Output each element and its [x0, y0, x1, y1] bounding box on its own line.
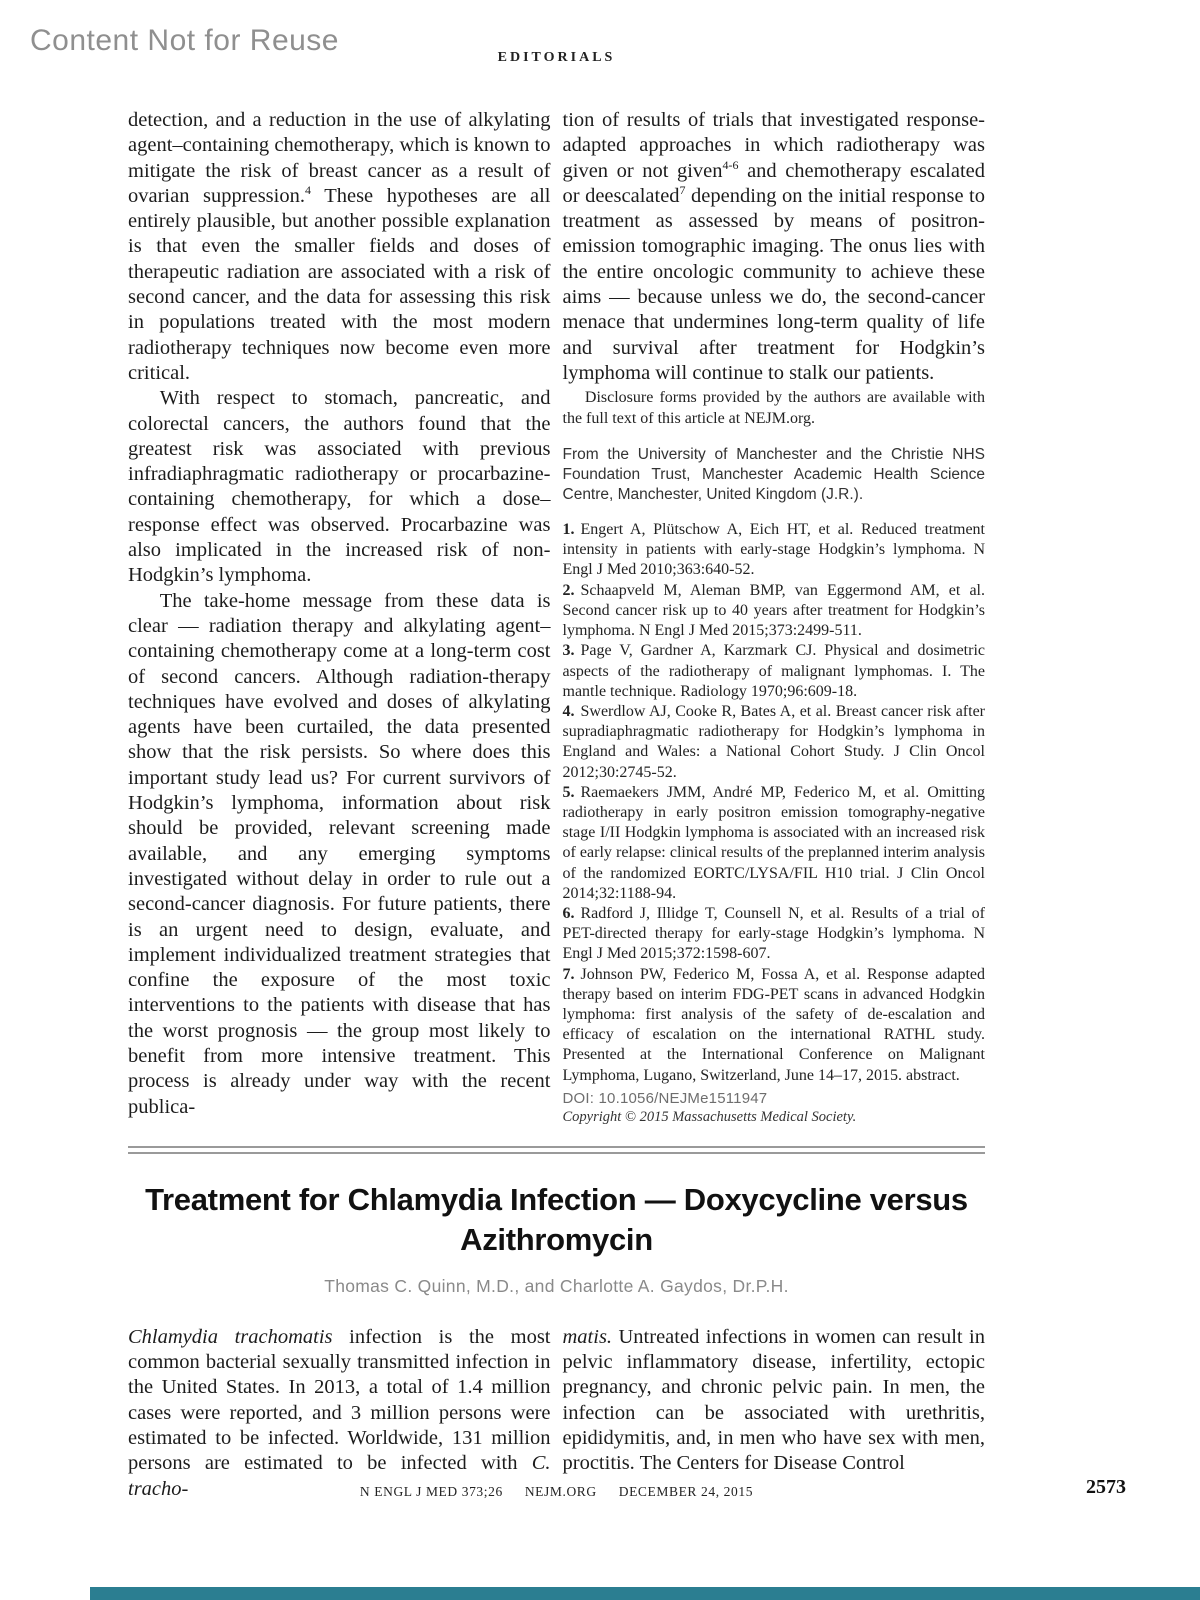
reference-number: 6.: [562, 904, 575, 922]
reference-item: [563, 783, 986, 904]
article2-paragraph: [128, 1325, 551, 1502]
page-content: [128, 108, 985, 1502]
editorial-columns: [128, 108, 985, 1126]
paragraph-text: tion of results of trials that investigated response-adapted approaches in which radiotherapy was given or not given: [562, 109, 985, 182]
copyright-line: Copyright © 2015 Massachusetts Medical Society.: [562, 1108, 857, 1125]
paragraph-text: These hypotheses are all entirely plausible, but another possible explanation is that even the smaller fields and doses of therapeutic radiation are associated with a risk of second cancer, and the data for assessing this risk in populations treated with the most modern radiotherapy techniques now become even more critical.: [128, 184, 551, 384]
reference-item: [563, 641, 986, 702]
reference-text: Page V, Gardner A, Karzmark CJ. Physical and dosimetric aspects of the radiotherapy of malignant lymphomas. I. The mantle technique. Radiology 1970;96:609-18.: [562, 642, 985, 700]
reference-item: [563, 581, 986, 642]
article2-paragraph: [563, 1325, 986, 1477]
reference-number: 7.: [562, 965, 575, 983]
reference-text: Raemaekers JMM, André MP, Federico M, et al. Omitting radiotherapy in early positron emission tomography-negative stage I/II Hodgkin lymphoma is associated with an increased risk of early relapse: clinical results of the preplanned interim analysis of the randomized EORTC/LYSA/FIL H10 trial. J Clin Oncol 2014;32:1188-94.: [562, 783, 985, 902]
footer-journal-info: [128, 1484, 985, 1500]
reference-superscript: 4: [304, 183, 311, 198]
watermark-content-not-for-reuse: Content Not for Reuse: [30, 24, 339, 57]
article-byline: Thomas C. Quinn, M.D., and Charlotte A. Gaydos, Dr.P.H.: [324, 1275, 789, 1296]
reference-superscript: 7: [679, 183, 686, 198]
reference-text: Johnson PW, Federico M, Fossa A, et al. Response adapted therapy based on interim FDG-PET scans in advanced Hodgkin lymphoma: first analysis of the safety of de-escalation and efficacy of escalation on the international RATHL study. Presented at the International Conference on Malignant Lymphoma, Lugano, Switzerland, June 14–17, 2015. abstract.: [562, 965, 985, 1084]
paragraph-text: infection is the most common bacterial sexually transmitted infection in the United States. In 2013, a total of 1.4 million cases were reported, and 3 million persons were estimated to be infected. Worldwide, 131 million persons are estimated to be infected with: [128, 1325, 551, 1475]
reference-number: 2.: [562, 581, 575, 599]
reference-number: 3.: [562, 642, 575, 660]
reference-list: [563, 520, 986, 1086]
doi-line: DOI: 10.1056/NEJMe1511947: [562, 1089, 768, 1107]
editorial-paragraph: [128, 108, 551, 386]
reference-text: Schaapveld M, Aleman BMP, van Eggermond AM, et al. Second cancer risk up to 40 years after treatment for Hodgkin’s lymphoma. N Engl J Med 2015;373:2499-511.: [562, 581, 985, 640]
article-title-line1: Treatment for Chlamydia Infection — Doxycycline versus: [145, 1181, 968, 1217]
species-name-italic: C. tracho-: [128, 1452, 551, 1500]
article2-columns: [128, 1325, 985, 1502]
footer-date: DECEMBER 24, 2015: [618, 1484, 754, 1499]
section-header-editorials: EDITORIALS: [497, 50, 616, 65]
article-title: [128, 1180, 985, 1260]
paragraph-text: detection, and a reduction in the use of alkylating agent–containing chemotherapy, which is known to mitigate the risk of breast cancer as a result of ovarian suppression.: [128, 109, 551, 207]
reference-item: [563, 702, 986, 783]
editorial-paragraph: The take-home message from these data is clear — radiation therapy and alkylating agent–containing chemotherapy come at a long-term cost of second cancers. Although radiation-therapy techniques have evolved and doses of alkylating agents have been curtailed, the data presented show that the risk persists. So where does this important study lead us? For current survivors of Hodgkin’s lymphoma, information about risk should be provided, relevant screening made available, and any emerging symptoms investigated without delay in order to rule out a second-cancer diagnosis. For future patients, there is an urgent need to design, evaluate, and implement individualized treatment strategies that confine the exposure of the most toxic interventions to the patients with disease that has the worst prognosis — the group most likely to benefit from more intensive treatment. This process is already under way with the recent publica-: [128, 589, 551, 1118]
reference-text: Engert A, Plütschow A, Eich HT, et al. Reduced treatment intensity in patients with early-stage Hodgkin’s lymphoma. N Engl J Med 2010;363:640-52.: [562, 521, 985, 579]
editorial-paragraph: [563, 108, 986, 386]
page-number: 2573: [1086, 1476, 1126, 1498]
editorial-column-left: [128, 108, 551, 1126]
article2-column-left: [128, 1325, 551, 1502]
page-edge-accent-bar: [90, 1587, 1200, 1600]
reference-number: 4.: [562, 702, 575, 720]
reference-superscript: 4-6: [722, 157, 739, 172]
footer-site: NEJM.ORG: [524, 1484, 597, 1499]
species-name-italic: matis.: [562, 1325, 613, 1348]
article-divider-rule: [128, 1146, 985, 1154]
author-affiliation: From the University of Manchester and the Christie NHS Foundation Trust, Manchester Academic Health Science Centre, Manchester, United Kingdom (J.R.).: [562, 446, 985, 504]
paragraph-text: depending on the initial response to treatment as assessed by means of positron-emission tomographic imaging. The onus lies with the entire oncologic community to achieve these aims — because unless we do, the second-cancer menace that undermines long-term quality of life and survival after treatment for Hodgkin’s lymphoma will continue to stalk our patients.: [562, 184, 985, 384]
disclosure-note: Disclosure forms provided by the authors are available with the full text of this article at NEJM.org.: [562, 389, 985, 427]
footer-journal-citation: N ENGL J MED 373;26: [359, 1484, 503, 1499]
species-name-italic: Chlamydia trachomatis: [128, 1325, 333, 1348]
reference-text: Swerdlow AJ, Cooke R, Bates A, et al. Breast cancer risk after supradiaphragmatic radiotherapy for Hodgkin’s lymphoma in England and Wales: a National Cohort Study. J Clin Oncol 2012;30:2745-52.: [562, 702, 985, 781]
paragraph-text: Untreated infections in women can result in pelvic inflammatory disease, infertility, ectopic pregnancy, and chronic pelvic pain. In men, the infection can be associated with urethritis, epididymitis, and, in men who have sex with men, proctitis. The Centers for Disease Control: [562, 1325, 985, 1475]
reference-item: [563, 904, 986, 965]
editorial-column-right: [563, 108, 986, 1126]
reference-number: 1.: [562, 521, 575, 539]
reference-item: [563, 520, 986, 581]
paragraph-text: and chemotherapy escalated or deescalated: [562, 159, 985, 207]
reference-item: [563, 965, 986, 1086]
article2-column-right: [563, 1325, 986, 1502]
reference-number: 5.: [562, 783, 575, 801]
article-title-line2: Azithromycin: [460, 1221, 653, 1257]
reference-text: Radford J, Illidge T, Counsell N, et al. Results of a trial of PET-directed therapy for early-stage Hodgkin’s lymphoma. N Engl J Med 2015;372:1598-607.: [562, 904, 985, 963]
editorial-paragraph: With respect to stomach, pancreatic, and colorectal cancers, the authors found that the greatest risk was associated with previous infradiaphragmatic radiotherapy or procarbazine-containing chemotherapy, for which a dose–response effect was observed. Procarbazine was also implicated in the increased risk of non-Hodgkin’s lymphoma.: [128, 387, 551, 587]
